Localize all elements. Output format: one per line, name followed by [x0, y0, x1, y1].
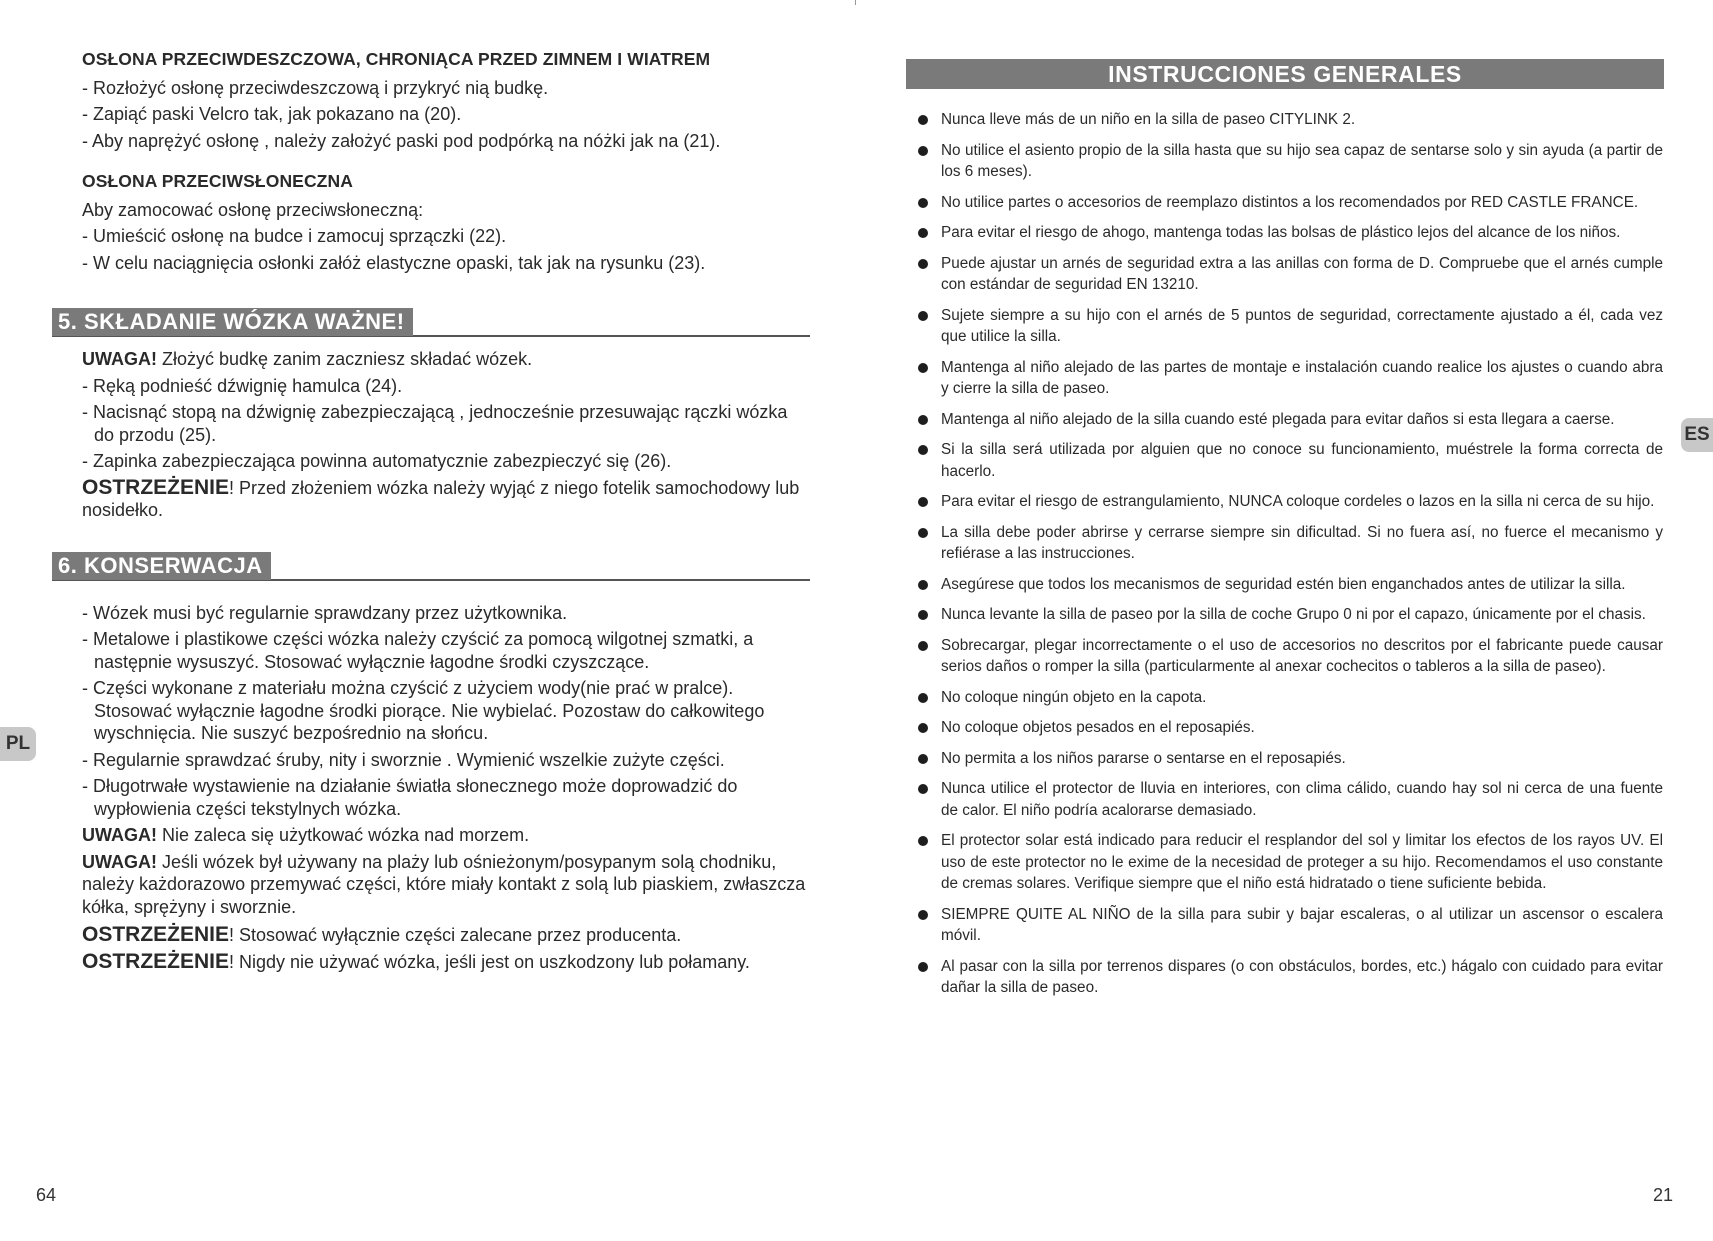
sun-line-1: Aby zamocować osłonę przeciwsłoneczną:	[82, 199, 424, 220]
list-item: Nunca utilice el protector de lluvia en interiores, con clima cálido, cuando hay sol ni cerca de una fuente de calor. El niño podría acalorarse demasiado.	[916, 778, 1663, 821]
rain-cover-title: OSŁONA PRZECIWDESZCZOWA, CHRONIĄCA PRZED ZIMNEM I WIATREM	[82, 49, 711, 69]
language-tab-pl: PL	[0, 727, 36, 761]
list-item: Si la silla será utilizada por alguien que no conoce su funcionamiento, muéstrele la forma correcta de hacerlo.	[916, 439, 1663, 482]
list-item: No utilice partes o accesorios de reemplazo distintos a los recomendados por RED CASTLE FRANCE.	[916, 192, 1663, 214]
list-item: Nunca lleve más de un niño en la silla de paseo CITYLINK 2.	[916, 109, 1663, 131]
list-item: Al pasar con la silla por terrenos dispares (o con obstáculos, bordes, etc.) hágalo con cuidado para evitar dañar la silla de paseo.	[916, 956, 1663, 999]
language-tab-es: ES	[1681, 418, 1713, 452]
instructions-list	[916, 109, 1663, 1008]
list-item: La silla debe poder abrirse y cerrarse siempre sin dificultad. Si no fuera así, no fuerce el mecanismo y refiérase a las instrucciones.	[916, 522, 1663, 565]
section-5-line-1: - Ręką podnieść dźwignię hamulca (24).	[82, 375, 403, 396]
list-item: Puede ajustar un arnés de seguridad extra a las anillas con forma de D. Compruebe que el arnés cumple con estándar de seguridad EN 13210.	[916, 253, 1663, 296]
section-6-warning-1: OSTRZEŻENIE! Stosować wyłącznie części zalecane przez producenta.	[82, 923, 682, 946]
list-item: SIEMPRE QUITE AL NIÑO de la silla para subir y bajar escaleras, o al utilizar un ascensor o escalera móvil.	[916, 904, 1663, 947]
section-6-line-1: - Wózek musi być regularnie sprawdzany przez użytkownika.	[82, 602, 568, 623]
page-number-left: 64	[36, 1185, 57, 1205]
section-5-uwaga: UWAGA! Złożyć budkę zanim zaczniesz składać wózek.	[82, 349, 533, 369]
section-5-heading: 5. SKŁADANIE WÓZKA WAŻNE!	[52, 308, 413, 336]
rain-line-3: - Aby naprężyć osłonę , należy założyć paski pod podpórką na nóżki jak na (21).	[82, 130, 721, 151]
section-5-line-2: - Nacisnąć stopą na dźwignię zabezpieczającą , jednocześnie przesuwając rączki wózka do przodu (25).	[82, 402, 788, 445]
list-item: Para evitar el riesgo de ahogo, mantenga todas las bolsas de plástico lejos del alcance de los niños.	[916, 222, 1663, 244]
list-item: Sujete siempre a su hijo con el arnés de 5 puntos de seguridad, correctamente ajustado a él, cada vez que utilice la silla.	[916, 305, 1663, 348]
list-item: Para evitar el riesgo de estrangulamiento, NUNCA coloque cordeles o lazos en la silla ni cerca de su hijo.	[916, 491, 1663, 513]
section-6-line-5: - Długotrwałe wystawienie na działanie światła słonecznego może doprowadzić do wypłowienia części tekstylnych wózka.	[82, 776, 738, 819]
section-6-heading: 6. KONSERWACJA	[52, 552, 271, 580]
list-item: Asegúrese que todos los mecanismos de seguridad estén bien enganchados antes de utilizar la silla.	[916, 574, 1663, 596]
section-5-line-3: - Zapinka zabezpieczająca powinna automatycznie zabezpieczyć się (26).	[82, 451, 672, 471]
section-6-header	[52, 552, 810, 580]
section-5-warning: OSTRZEŻENIE! Przed złożeniem wózka należy wyjąć z niego fotelik samochodowy lub nosidełko.	[82, 475, 800, 520]
section-6-line-4: - Regularnie sprawdzać śruby, nity i sworznie . Wymienić wszelkie zużyte części.	[82, 749, 725, 770]
section-6-uwaga-1: UWAGA! Nie zaleca się użytkować wózka nad morzem.	[82, 825, 530, 845]
rain-line-1: - Rozłożyć osłonę przeciwdeszczową i przykryć nią budkę.	[82, 77, 549, 98]
section-6-warning-2: OSTRZEŻENIE! Nigdy nie używać wózka, jeśli jest on uszkodzony lub połamany.	[82, 949, 750, 973]
list-item: El protector solar está indicado para reducir el resplandor del sol y limitar los efectos de los rayos UV. El uso de este protector no le exime de la necesidad de proteger a su hijo. Recomendamos el uso constante de cremas solares. Verifique siempre que el niño está hidratado o tiene suficiente bebida.	[916, 830, 1663, 895]
sun-cover-title: OSŁONA PRZECIWSŁONECZNA	[82, 171, 353, 191]
section-6-line-3: - Części wykonane z materiału można czyścić z użyciem wody(nie prać w pralce). Stosować wyłącznie łagodne środki piorące. Nie wybielać. Pozostaw do całkowitego wyschnięcia. Nie suszyć bezpośrednio na słońcu.	[82, 678, 765, 743]
list-item: No coloque ningún objeto en la capota.	[916, 687, 1663, 709]
section-6-uwaga-2: UWAGA! Jeśli wózek był używany na plaży lub ośnieżonym/posypanym solą chodniku, należy każdorazowo przemywać części, które miały kontakt z solą lub piaskiem, zwłaszcza kółka, sprężyny i sworznie.	[82, 851, 806, 917]
right-page	[856, 0, 1713, 1241]
list-item: Sobrecargar, plegar incorrectamente o el uso de accesorios no descritos por el fabricante puede causar serios daños o romper la silla (particularmente al anexar cochecitos o tableros a la silla de paseo).	[916, 635, 1663, 678]
list-item: No utilice el asiento propio de la silla hasta que su hijo sea capaz de sentarse solo y sin ayuda (a partir de los 6 meses).	[916, 140, 1663, 183]
section-5-header	[52, 308, 810, 336]
rain-line-2: - Zapiąć paski Velcro tak, jak pokazano na (20).	[82, 104, 462, 124]
general-instructions-heading: INSTRUCCIONES GENERALES	[906, 59, 1664, 89]
list-item: Mantenga al niño alejado de la silla cuando esté plegada para evitar daños si esta llegara a caerse.	[916, 409, 1663, 431]
left-content	[58, 48, 807, 977]
left-page	[0, 0, 856, 1241]
list-item: Nunca levante la silla de paseo por la silla de coche Grupo 0 ni por el capazo, únicamente por el chasis.	[916, 604, 1663, 626]
list-item: Mantenga al niño alejado de las partes de montaje e instalación cuando realice los ajustes o cuando abra y cierre la silla de paseo.	[916, 357, 1663, 400]
page-number-right: 21	[1652, 1185, 1673, 1205]
section-6-line-2: - Metalowe i plastikowe części wózka należy czyścić za pomocą wilgotnej szmatki, a następnie wysuszyć. Stosować wyłącznie łagodne środki czyszczące.	[82, 629, 754, 672]
sun-line-3: - W celu naciągnięcia osłonki załóż elastyczne opaski, tak jak na rysunku (23).	[82, 252, 706, 273]
sun-line-2: - Umieścić osłonę na budce i zamocuj sprzączki (22).	[82, 226, 507, 246]
list-item: No permita a los niños pararse o sentarse en el reposapiés.	[916, 748, 1663, 770]
list-item: No coloque objetos pesados en el reposapiés.	[916, 717, 1663, 739]
